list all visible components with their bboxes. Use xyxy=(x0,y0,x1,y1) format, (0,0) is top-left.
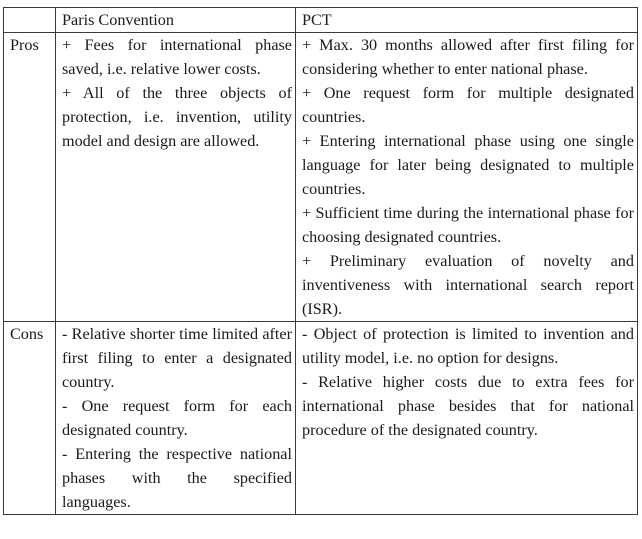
cons-pct-entry: - Relative higher costs due to extra fees for international phase besides that for national procedure of the designated country. xyxy=(302,373,634,439)
row-label-cons: Cons xyxy=(4,322,56,515)
pros-pct-cell xyxy=(296,33,638,322)
comparison-table xyxy=(3,7,638,515)
header-paris-convention: Paris Convention xyxy=(56,8,296,33)
cons-paris-entry: - Relative shorter time limited after first filing to enter a designated country. xyxy=(62,325,292,391)
row-label-pros: Pros xyxy=(4,33,56,322)
pros-pct-entry: + Sufficient time during the international phase for choosing designated countries. xyxy=(302,204,634,246)
cons-pct-entry: - Object of protection is limited to invention and utility model, i.e. no option for designs. xyxy=(302,325,634,367)
cons-paris-entry: - One request form for each designated country. xyxy=(62,397,292,439)
row-cons xyxy=(4,322,638,515)
header-corner-cell xyxy=(4,8,56,33)
pros-pct-entry: + Entering international phase using one single language for later being designated to multiple countries. xyxy=(302,132,634,198)
cons-paris-entry: - Entering the respective national phases with the specified languages. xyxy=(62,445,292,511)
cons-paris-cell xyxy=(56,322,296,515)
pros-paris-cell xyxy=(56,33,296,322)
cons-pct-cell xyxy=(296,322,638,515)
header-row xyxy=(4,8,638,33)
pros-paris-entry: + All of the three objects of protection, i.e. invention, utility model and design are allowed. xyxy=(62,84,292,150)
pros-pct-entry: + Preliminary evaluation of novelty and inventiveness with international search report (ISR). xyxy=(302,252,634,318)
header-pct: PCT xyxy=(296,8,638,33)
row-pros xyxy=(4,33,638,322)
pros-paris-entry: + Fees for international phase saved, i.e. relative lower costs. xyxy=(62,36,292,78)
pros-pct-entry: + One request form for multiple designated countries. xyxy=(302,84,634,126)
pros-pct-entry: + Max. 30 months allowed after first filing for considering whether to enter national phase. xyxy=(302,36,634,78)
